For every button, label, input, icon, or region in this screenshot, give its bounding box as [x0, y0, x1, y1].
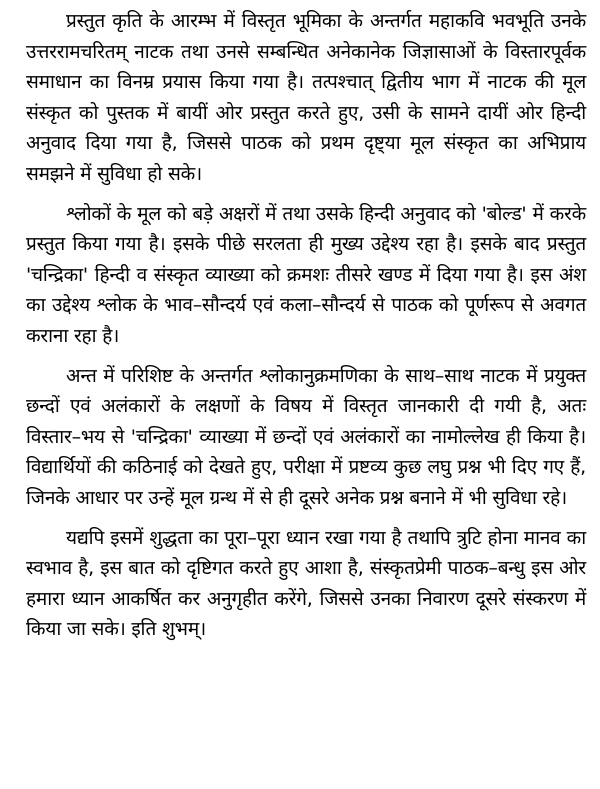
paragraph-introduction: प्रस्तुत कृति के आरम्भ में विस्तृत भूमिका के अन्तर्गत महाकवि भवभूति उनके उत्तररामचरितम् नाटक तथा उनसे सम्बन्धित अनेकानेक जिज्ञासाओं के विस्तारपूर्वक समाधान का विनम्र प्रयास किया गया है। तत्पश्चात् द्वितीय भाग में नाटक की मूल संस्कृत को पुस्तक में बायीं ओर प्रस्तुत करते हुए, उसी के सामने दायीं ओर हिन्दी अनुवाद दिया गया है, जिससे पाठक को प्रथम दृष्ट्या मूल संस्कृत का अभिप्राय समझने में सुविधा हो सके।: [26, 10, 586, 185]
paragraph-shlokas: श्लोकों के मूल को बड़े अक्षरों में तथा उसके हिन्दी अनुवाद को 'बोल्ड' में करके प्रस्तुत किया गया है। इसके पीछे सरलता ही मुख्य उद्देश्य रहा है। इसके बाद प्रस्तुत 'चन्द्रिका' हिन्दी व संस्कृत व्याख्या को क्रमशः तीसरे खण्ड में दिया गया है। इस अंश का उद्देश्य श्लोक के भाव–सौन्दर्य एवं कला–सौन्दर्य से पाठक को पूर्णरूप से अवगत कराना रहा है।: [26, 202, 586, 347]
paragraph-appendix: अन्त में परिशिष्ट के अन्तर्गत श्लोकानुक्रमणिका के साथ–साथ नाटक में प्रयुक्त छन्दों एवं अलंकारों के लक्षणों के विषय में विस्तृत जानकारी दी गयी है, अतः विस्तार–भय से 'चन्द्रिका' व्याख्या में छन्दों एवं अलंकारों का नामोल्लेख ही किया है। विद्यार्थियों की कठिनाई को देखते हुए, परीक्षा में प्रष्टव्य कुछ लघु प्रश्न भी दिए गए हैं, जिनके आधार पर उन्हें मूल ग्रन्थ में से ही दूसरे अनेक प्रश्न बनाने में भी सुविधा रहे।: [26, 364, 586, 509]
paragraph-conclusion: यद्यपि इसमें शुद्धता का पूरा–पूरा ध्यान रखा गया है तथापि त्रुटि होना मानव का स्वभाव है, इस बात को दृष्टिगत करते हुए आशा है, संस्कृतप्रेमी पाठक–बन्धु इस ओर हमारा ध्यान आकर्षित कर अनुगृहीत करेंगे, जिससे उनका निवारण दूसरे संस्करण में किया जा सके। इति शुभम्।: [26, 526, 586, 641]
